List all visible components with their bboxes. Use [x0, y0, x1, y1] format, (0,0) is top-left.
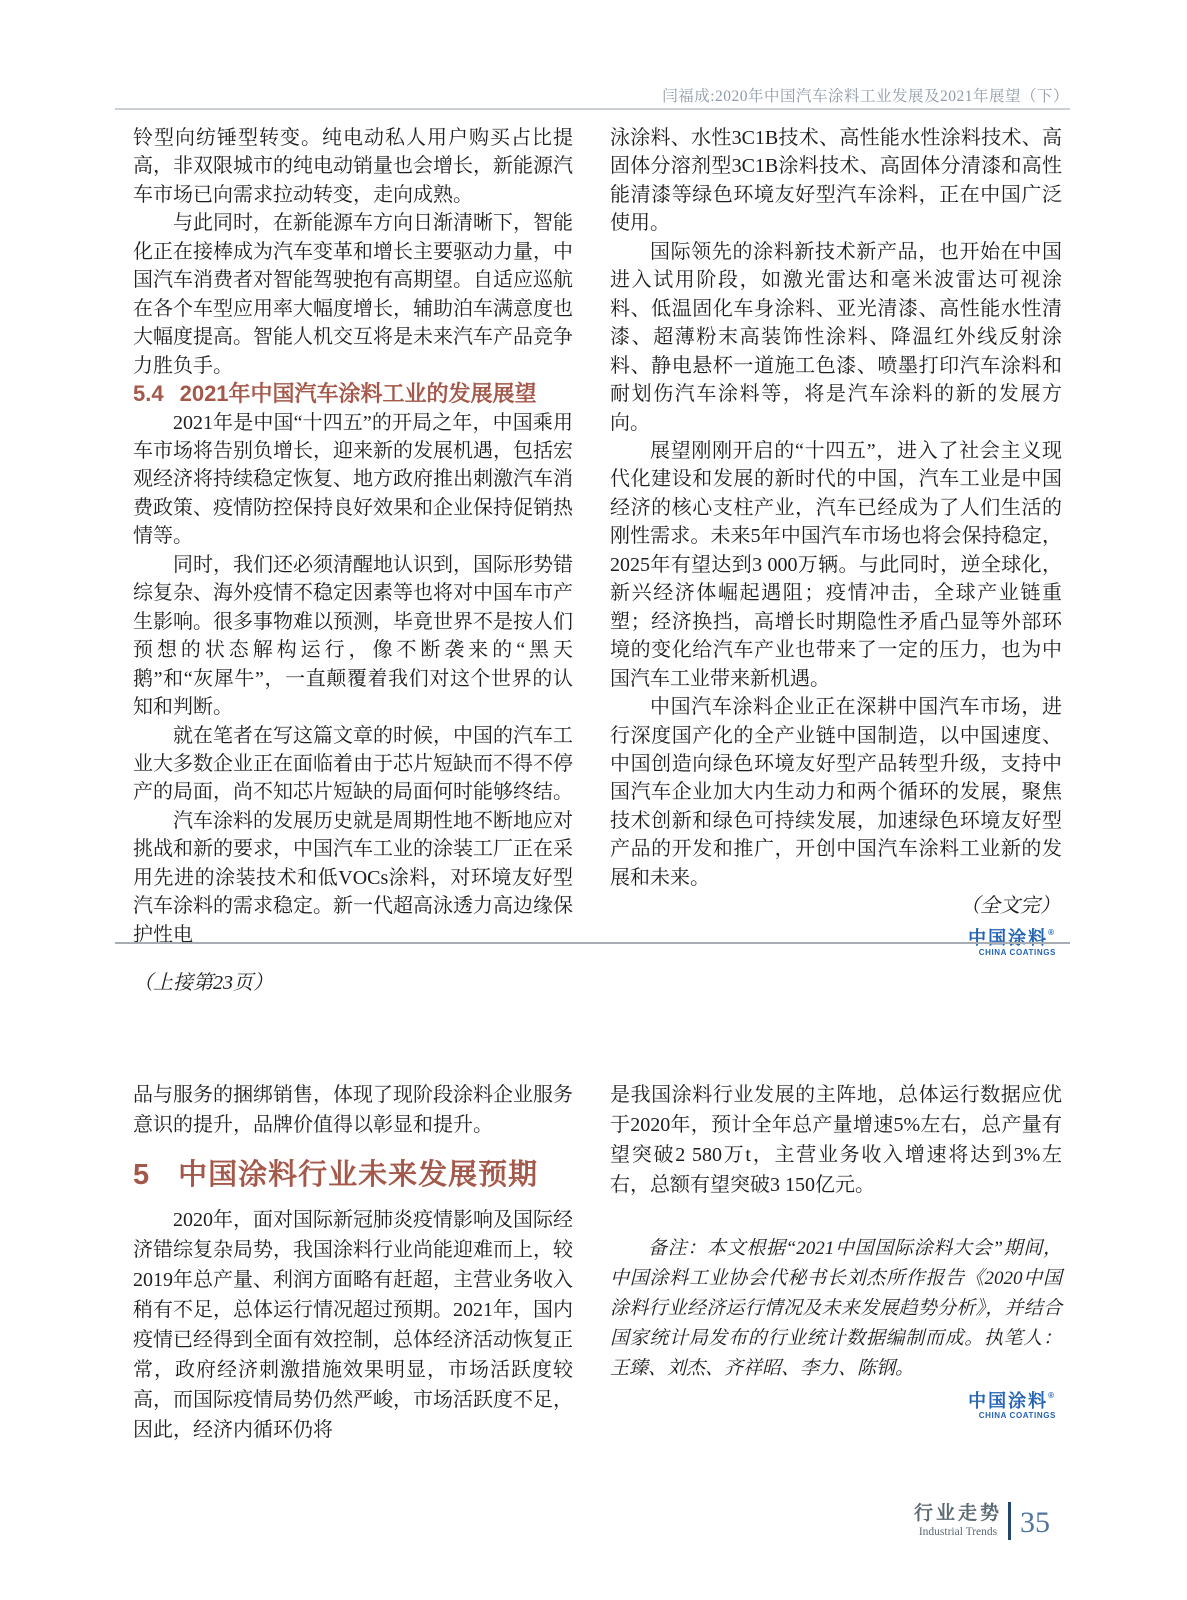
section-number: 5 [133, 1159, 151, 1191]
paragraph: 泳涂料、水性3C1B技术、高性能水性涂料技术、高固体分溶剂型3C1B涂料技术、高固体分清漆和高性能清漆等绿色环境友好型汽车涂料，正在中国广泛使用。 [610, 127, 1062, 235]
section-heading [133, 1158, 573, 1192]
footer-divider-bar [1008, 1502, 1011, 1540]
subsection-title: 2021年中国汽车涂料工业的发展展望 [179, 381, 537, 407]
logo-text-cn: 中国涂料 [968, 1391, 1049, 1411]
paragraph: 铃型向纺锤型转变。纯电动私人用户购买占比提高，非双限城市的纯电动销量也会增长，新能源汽车市场已向需求拉动转变，走向成熟。 [133, 127, 573, 206]
continued-from-note: （上接第23页） [133, 972, 273, 994]
paragraph: 中国汽车涂料企业正在深耕中国汽车市场，进行深度国产化的全产业链中国制造，以中国速度、中国创造向绿色环境友好型产品转型升级，支持中国汽车企业加大内生动力和两个循环的发展，聚焦技术创新和绿色可持续发展，加速绿色环境友好型产品的开发和推广，开创中国汽车涂料工业新的发展和未来。 [610, 696, 1062, 889]
page-footer [914, 1502, 1050, 1540]
header-rule [115, 108, 1070, 110]
logo-english-name: CHINA COATINGS [978, 1411, 1056, 1420]
trademark-symbol: ® [1048, 1391, 1056, 1400]
section-divider-rule [115, 942, 1070, 944]
page-number: 35 [1020, 1506, 1050, 1539]
china-coatings-logo [610, 1392, 1062, 1420]
bottom-left-column [133, 1080, 573, 1445]
logo-text-cn: 中国涂料 [968, 927, 1049, 948]
article-bottom-section [133, 1080, 1062, 1445]
footer-section-cn: 行业走势 [913, 1503, 1002, 1525]
top-right-column [610, 124, 1062, 957]
article-top-section [133, 124, 1062, 957]
subsection-number: 5.4 [133, 381, 164, 407]
paragraph: 与此同时，在新能源车方向日渐清晰下，智能化正在接棒成为汽车变革和增长主要驱动力量，中国汽车消费者对智能驾驶抱有高期望。自适应巡航在各个车型应用率大幅度增长，辅助泊车满意度也大幅度提高。智能人机交互将是未来汽车产品竞争力胜负手。 [133, 212, 573, 377]
paragraph: 是我国涂料行业发展的主阵地，总体运行数据应优于2020年，预计全年总产量增速5%左右，总产量有望突破2 580万t，主营业务收入增速将达到3%左右，总额有望突破3 150亿元。 [610, 1084, 1062, 1196]
paragraph: 2021年是中国“十四五”的开局之年，中国乘用车市场将告别负增长，迎来新的发展机遇，包括宏观经济将持续稳定恢复、地方政府推出刺激汽车消费政策、疫情防控保持良好效果和企业保持促销热情等。 [133, 411, 573, 548]
paragraph: 品与服务的捆绑销售，体现了现阶段涂料企业服务意识的提升，品牌价值得以彰显和提升。 [133, 1084, 573, 1136]
top-left-column [133, 124, 573, 957]
paragraph: 就在笔者在写这篇文章的时候，中国的汽车工业大多数企业正在面临着由于芯片短缺而不得不停产的局面，尚不知芯片短缺的局面何时能够终结。 [133, 724, 573, 804]
footer-section-label [914, 1503, 1002, 1538]
subsection-heading [133, 380, 573, 408]
paragraph: 2020年，面对国际新冠肺炎疫情影响及国际经济错综复杂局势，我国涂料行业尚能迎难而上，较2019年总产量、利润方面略有赶超，主营业务收入稍有不足，总体运行情况超过预期。2021年，国内疫情已经得到全面有效控制，总体经济活动恢复正常，政府经济刺激措施效果明显，市场活跃度较高，而国际疫情局势仍然严峻，市场活跃度不足，因此，经济内循环仍将 [133, 1209, 573, 1441]
bottom-right-column [610, 1080, 1062, 1445]
article-end-note: （全文完） [960, 895, 1060, 918]
footer-section-en: Industrial Trends [918, 1526, 998, 1539]
running-head: 闫福成:2020年中国汽车涂料工业发展及2021年展望（下） [662, 88, 1069, 105]
logo-chinese-name [610, 1392, 1056, 1410]
paragraph: 展望刚刚开启的“十四五”，进入了社会主义现代化建设和发展的新时代的中国，汽车工业是中国经济的核心支柱产业，汽车已经成为了人们生活的刚性需求。未来5年中国汽车市场也将会保持稳定，2025年有望达到3 000万辆。与此同时，逆全球化，新兴经济体崛起遇阻；疫情冲击，全球产业链重塑；经济换挡，高增长时期隐性矛盾凸显等外部环境的变化给汽车产业也带来了一定的压力，也为中国汽车工业带来新机遇。 [610, 439, 1062, 690]
paragraph: 汽车涂料的发展历史就是周期性地不断地应对挑战和新的要求，中国汽车工业的涂装工厂正在采用先进的涂装技术和低VOCs涂料，对环境友好型汽车涂料的需求稳定。新一代超高泳透力高边缘保护性电 [133, 809, 573, 946]
paragraph: 同时，我们还必须清醒地认识到，国际形势错综复杂、海外疫情不稳定因素等也将对中国车市产生影响。很多事物难以预测，毕竟世界不是按人们预想的状态解构运行，像不断袭来的“黑天鹅”和“灰犀牛”，一直颠覆着我们对这个世界的认知和判断。 [133, 553, 573, 719]
logo-english-name: CHINA COATINGS [978, 947, 1056, 957]
editor-note: 备注：本文根据“2021中国国际涂料大会”期间，中国涂料工业协会代秘书长刘杰所作报告《2020中国涂料行业经济运行情况及未来发展趋势分析》，并结合国家统计局发布的行业统计数据编制而成。执笔人：王臻、刘杰、齐祥昭、李力、陈钢。 [610, 1238, 1062, 1379]
section-title: 中国涂料行业未来发展预期 [178, 1159, 539, 1191]
trademark-symbol: ® [1048, 927, 1056, 937]
paragraph: 国际领先的涂料新技术新产品，也开始在中国进入试用阶段，如激光雷达和毫米波雷达可视涂料、低温固化车身涂料、亚光清漆、高性能水性清漆、超薄粉末高装饰性涂料、降温红外线反射涂料、静电悬杯一道施工色漆、喷墨打印汽车涂料和耐划伤汽车涂料等，将是汽车涂料的新的发展方向。 [610, 240, 1062, 434]
